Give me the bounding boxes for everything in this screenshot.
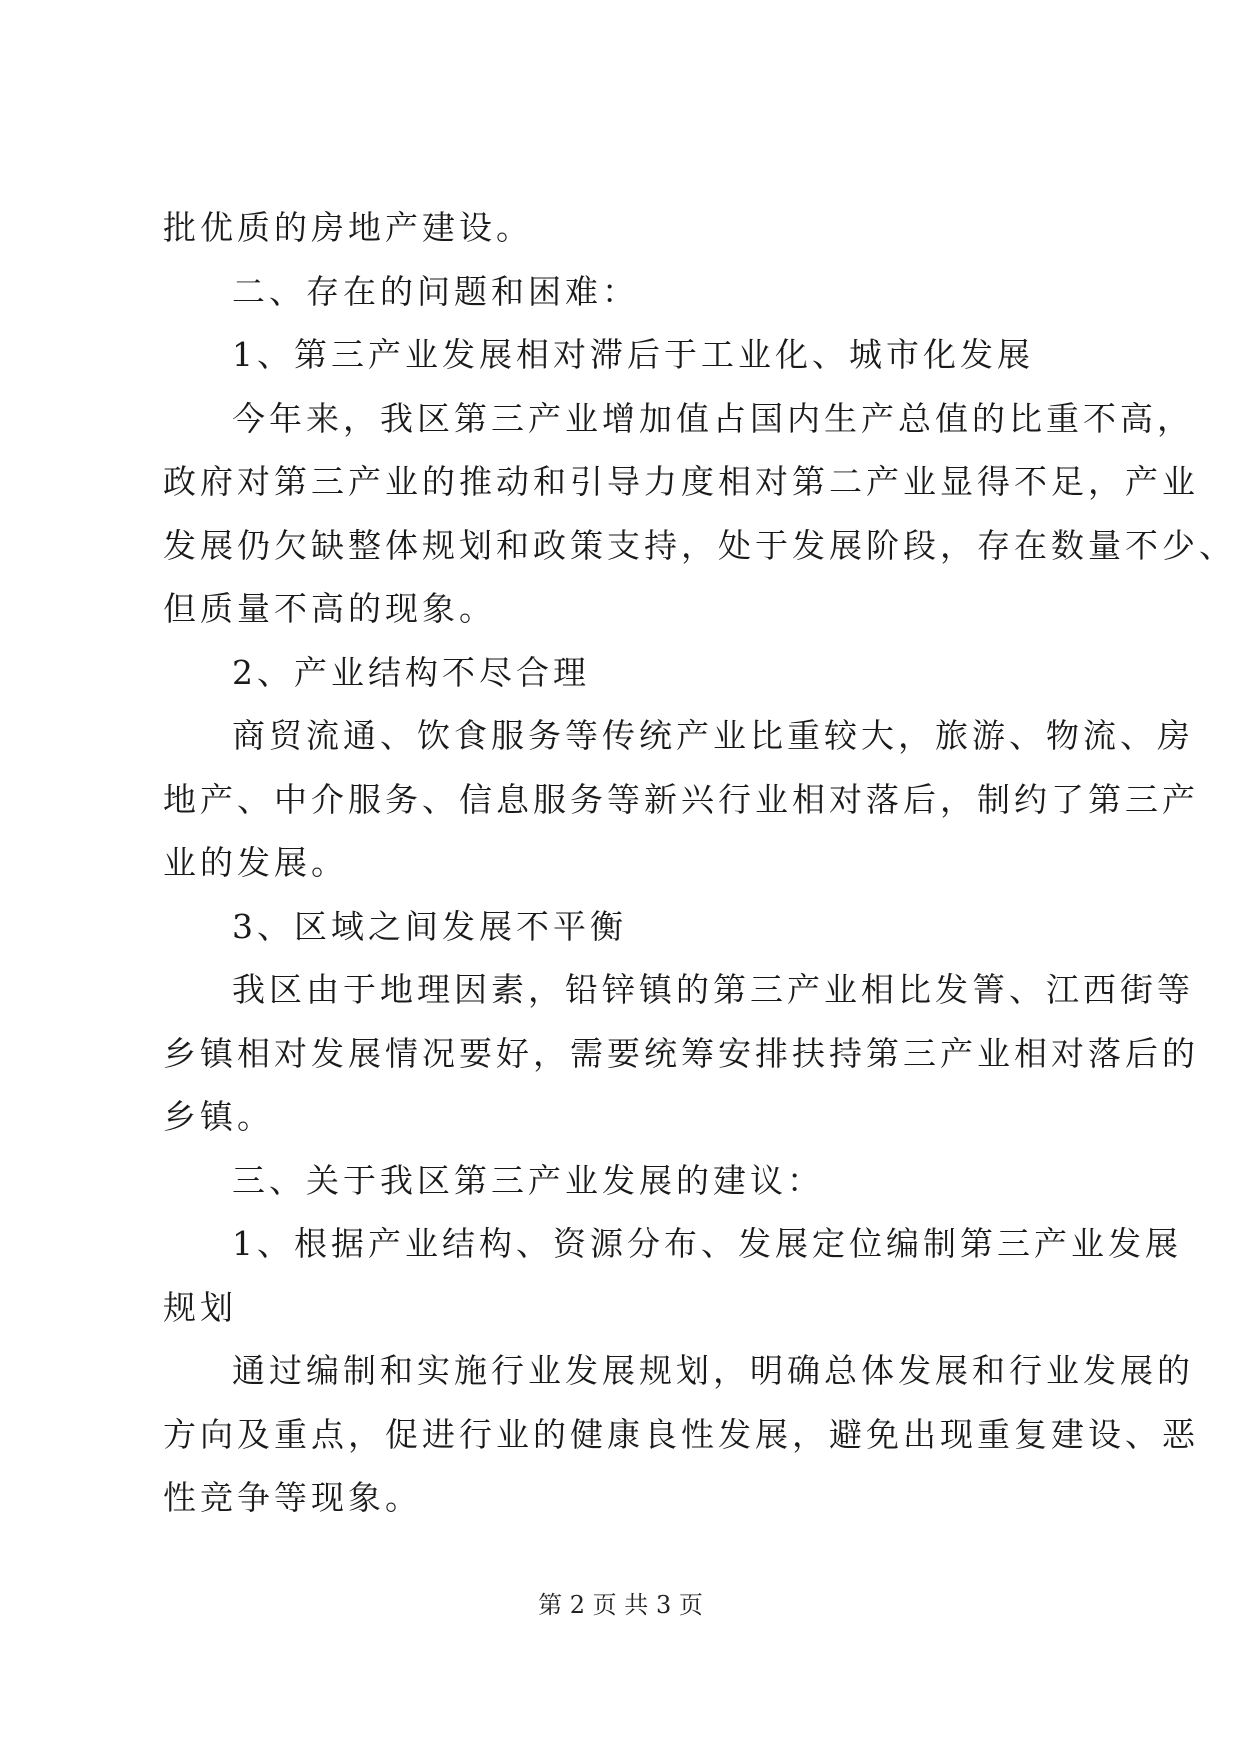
text-line: 今年来，我区第三产业增加值占国内生产总值的比重不高，	[232, 398, 1194, 438]
text-line: 商贸流通、饮食服务等传统产业比重较大，旅游、物流、房	[232, 716, 1194, 755]
text-line: 通过编制和实施行业发展规划，明确总体发展和行业发展的	[232, 1351, 1194, 1390]
text-line: 乡镇相对发展情况要好，需要统筹安排扶持第三产业相对落后的	[163, 1033, 1199, 1073]
text-line: 批优质的房地产建设。	[163, 208, 533, 247]
subsection-heading: 2、产业结构不尽合理	[232, 652, 590, 692]
text-line: 业的发展。	[163, 843, 348, 882]
page-number-footer: 第 2 页 共 3 页	[538, 1591, 703, 1619]
section-heading: 三、关于我区第三产业发展的建议：	[232, 1160, 824, 1200]
text-line: 地产、中介服务、信息服务等新兴行业相对落后，制约了第三产	[163, 779, 1199, 819]
subsection-heading: 1、第三产业发展相对滞后于工业化、城市化发展	[232, 335, 1034, 374]
text-line: 我区由于地理因素，铅锌镇的第三产业相比发箐、江西街等	[232, 970, 1194, 1009]
text-line: 政府对第三产业的推动和引导力度相对第二产业显得不足，产业	[163, 462, 1199, 501]
text-line: 规划	[163, 1287, 237, 1327]
subsection-heading: 1、根据产业结构、资源分布、发展定位编制第三产业发展	[232, 1224, 1182, 1263]
text-line: 乡镇。	[163, 1097, 274, 1136]
text-line: 但质量不高的现象。	[163, 589, 496, 628]
section-heading: 二、存在的问题和困难：	[232, 271, 639, 311]
subsection-heading: 3、区域之间发展不平衡	[232, 906, 627, 946]
body-text	[163, 196, 1236, 1530]
text-line: 性竞争等现象。	[163, 1478, 422, 1517]
text-line: 方向及重点，促进行业的健康良性发展，避免出现重复建设、恶	[163, 1414, 1199, 1454]
text-line: 发展仍欠缺整体规划和政策支持，处于发展阶段，存在数量不少、	[163, 525, 1236, 565]
